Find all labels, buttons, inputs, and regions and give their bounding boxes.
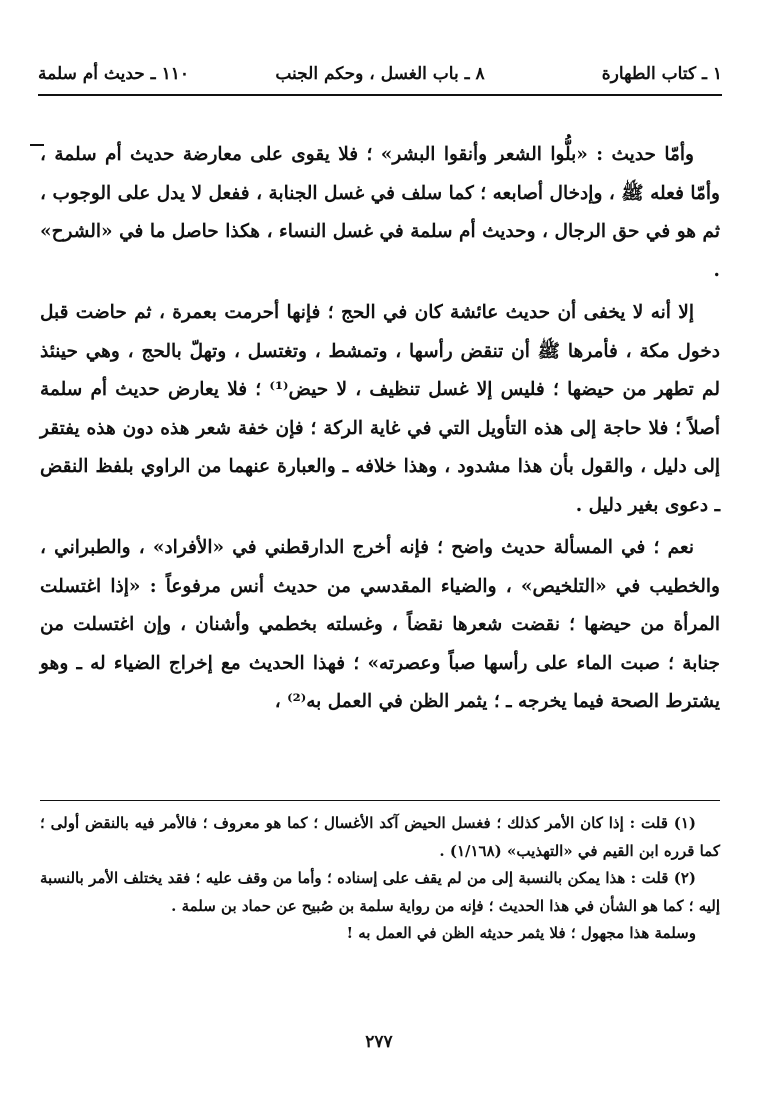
page-number: ٢٧٧ <box>365 1032 393 1052</box>
running-header <box>38 60 722 90</box>
footnote: (٢) قلت : هذا يمكن بالنسبة إلى من لم يقف على إسناده ؛ وأما من وقف عليه ؛ فقد يختلف الأمر بالنسبة إليه ؛ كما هو الشأن في هذا الحديث ؛ فإنه من رواية سلمة بن صُبيح عن حماد بن سلمة . <box>40 869 720 915</box>
header-divider <box>38 94 722 96</box>
main-text <box>40 136 720 722</box>
paragraph: نعم ؛ في المسألة حديث واضح ؛ فإنه أخرج الدارقطني في «الأفراد» ، والطبراني ، والخطيب في «التلخيص» ، والضياء المقدسي من حديث أنس مرفوعاً : «إذا اغتسلت المرأة من حيضها ؛ نقضت شعرها نقضاً ، وغسلته بخطمي وأشنان ، وإن اغتسلت من جنابة ؛ صبت الماء على رأسها صباً وعصرته» ؛ فهذا الحديث مع إخراج الضياء له ـ وهو يشترط الصحة فيما يخرجه ـ ؛ يثمر الظن في العمل به⁽²⁾ ، <box>40 537 720 712</box>
header-hadith-title: ١١٠ ـ حديث أم سلمة <box>38 64 189 84</box>
header-book-title: ١ ـ كتاب الطهارة <box>601 64 722 84</box>
footnote: (١) قلت : إذا كان الأمر كذلك ؛ فغسل الحيض آكد الأغسال ؛ كما هو معروف ؛ فالأمر فيه بالنقض أولى ؛ كما قرره ابن القيم في «التهذيب» (١/١٦٨) . <box>40 814 720 860</box>
footnote: وسلمة هذا مجهول ؛ فلا يثمر حديثه الظن في العمل به ! <box>346 924 696 943</box>
paragraph: وأمّا حديث : «بلُّوا الشعر وأنقوا البشر» ؛ فلا يقوى على معارضة حديث أم سلمة ، وأمّا فعله ﷺ ، وإدخال أصابعه ؛ كما سلف في غسل الجنابة ، ففعل لا يدل على الوجوب ، ثم هو في حق الرجال ، وحديث أم سلمة في غسل النساء ، هكذا حاصل ما في «الشرح» . <box>40 144 720 281</box>
header-chapter-title: ٨ ـ باب الغسل ، وحكم الجنب <box>275 64 485 84</box>
footnote-divider <box>40 800 720 801</box>
paragraph: إلا أنه لا يخفى أن حديث عائشة كان في الحج ؛ فإنها أحرمت بعمرة ، ثم حاضت قبل دخول مكة ، فأمرها ﷺ أن تنقض رأسها ، وتمشط ، وتغتسل ، وتهلّ بالحج ، وهي حينئذ لم تطهر من حيضها ؛ فليس إلا غسل تنظيف ، لا حيض⁽¹⁾ ؛ فلا يعارض حديث أم سلمة أصلاً ؛ فلا حاجة إلى هذه التأويل التي في غاية الركة ؛ فإن خفة شعر هذه دون هذه يفتقر إلى دليل ، والقول بأن هذا مشدود ، وهذا خلافه ـ والعبارة عنهما من الراوي بلفظ النقض ـ دعوى بغير دليل . <box>40 302 720 516</box>
footnotes <box>40 810 720 948</box>
